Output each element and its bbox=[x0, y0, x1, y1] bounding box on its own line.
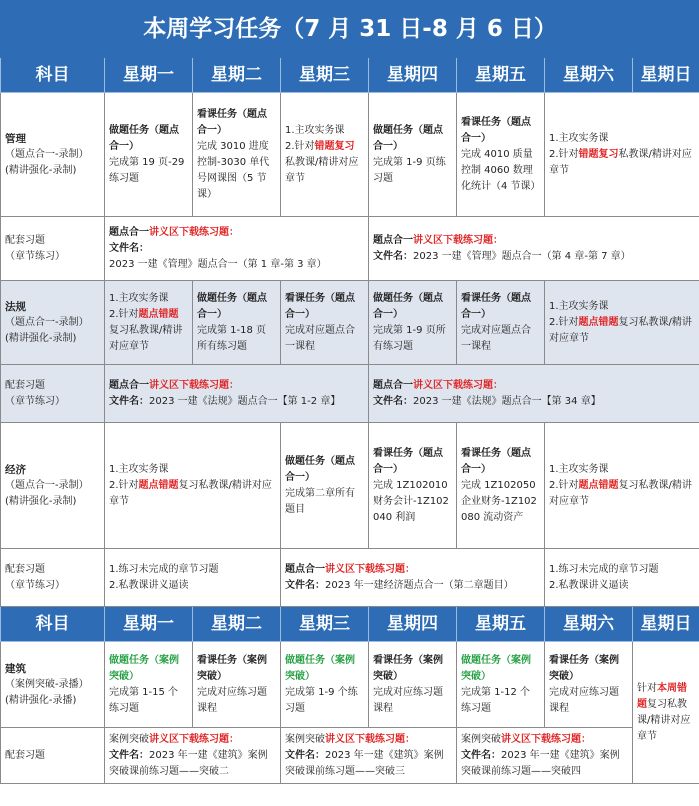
task-detail: 完成第 19 页-29 练习题 bbox=[109, 156, 185, 184]
header-row-2 bbox=[1, 607, 699, 642]
row-building bbox=[1, 642, 699, 728]
exercise-cell: 1.练习未完成的章节习题 2.私教课讲义逼读 bbox=[105, 549, 281, 607]
subject-mode-2: (精讲强化-录制) bbox=[5, 164, 77, 176]
exercise-cell: 题点合一讲义区下载练习题： 文件名：2023 一建《管理》题点合一（第 1 章-第 3 章） bbox=[105, 217, 369, 281]
subject-name: 管理 bbox=[5, 132, 26, 145]
task-detail: 完成 4010 质量控制 4060 数理化统计（4 节课） bbox=[461, 148, 541, 192]
subject-exercises: 配套习题 （章节练习） bbox=[1, 217, 105, 281]
file-name: 2023 年一建《建筑》案例突破课前练习题——突破四 bbox=[461, 749, 620, 777]
task-title: 看课任务（题点合一） bbox=[461, 116, 531, 144]
subject-name: 法规 bbox=[5, 300, 26, 313]
task-cell bbox=[457, 93, 545, 217]
exercise-cell: 1.练习未完成的章节习题 2.私教课讲义逼读 bbox=[545, 549, 699, 607]
header-wednesday: 星期三 bbox=[281, 58, 369, 93]
task-title: 做题任务（题点合一） bbox=[373, 124, 443, 152]
subject-name: 建筑 bbox=[5, 662, 26, 675]
highlight-text: 本周错题 bbox=[637, 682, 687, 710]
row-building-exercises bbox=[1, 728, 699, 784]
header-friday: 星期五 bbox=[457, 58, 545, 93]
exercise-cell: 案例突破讲义区下载练习题： 文件名：2023 年一建《建筑》案例突破课前练习题——突破四 bbox=[457, 728, 633, 784]
subject-mode: （题点合一-录制） bbox=[5, 148, 89, 160]
highlight-text: 错题复习 bbox=[314, 140, 355, 152]
highlight-text: 题点错题 bbox=[138, 479, 179, 491]
task-cell: 1.主攻实务课 2.针对题点错题复习私教课/精讲对应章节 bbox=[545, 281, 699, 365]
header-monday: 星期一 bbox=[105, 58, 193, 93]
task-title: 看课任务（题点合一） bbox=[197, 108, 267, 136]
task-cell bbox=[193, 93, 281, 217]
task-line: 1.主攻实务课 bbox=[285, 124, 345, 136]
exercise-cell: 题点合一讲义区下载练习题： 文件名：2023 一建《管理》题点合一（第 4 章-第 7 章） bbox=[369, 217, 699, 281]
highlight-text: 错题复习 bbox=[578, 148, 619, 160]
header-monday: 星期一 bbox=[105, 607, 193, 642]
file-name: 2023 一建《管理》题点合一（第 1 章-第 3 章） bbox=[109, 258, 327, 270]
row-management bbox=[1, 93, 699, 217]
header-sunday: 星期日 bbox=[633, 607, 699, 642]
header-wednesday: 星期三 bbox=[281, 607, 369, 642]
task-cell: 针对本周错题复习私教课/精讲对应章节 bbox=[633, 642, 699, 784]
task-cell: 做题任务（题点合一） 完成第 1-18 页所有练习题 bbox=[193, 281, 281, 365]
subject-management bbox=[1, 93, 105, 217]
file-name: 2023 一建《管理》题点合一（第 4 章-第 7 章） bbox=[413, 250, 631, 262]
subject-building: 建筑 （案例突破-录播） (精讲强化-录播) bbox=[1, 642, 105, 728]
task-cell: 做题任务（案例突破） 完成第 1-12 个练习题 bbox=[457, 642, 545, 728]
subject-exercises: 配套习题 （章节练习） bbox=[1, 365, 105, 423]
task-title: 做题任务（题点合一） bbox=[109, 124, 179, 152]
subject-name: 经济 bbox=[5, 463, 26, 476]
exercise-cell: 题点合一讲义区下载练习题： 文件名：2023 一建《法规》题点合一【第 1-2 章】 bbox=[105, 365, 369, 423]
header-tuesday: 星期二 bbox=[193, 607, 281, 642]
task-cell: 看课任务（案例突破） 完成对应练习题课程 bbox=[193, 642, 281, 728]
highlight-text: 题点错题 bbox=[138, 308, 179, 320]
row-management-exercises bbox=[1, 217, 699, 281]
task-cell: 看课任务（题点合一） 完成 1Z102050 企业财务-1Z102080 流动资产 bbox=[457, 423, 545, 549]
task-cell: 做题任务（题点合一） 完成第 1-9 页所有练习题 bbox=[369, 281, 457, 365]
download-hint: 讲义区下载练习题： bbox=[325, 563, 415, 575]
download-hint: 讲义区下载练习题： bbox=[149, 733, 239, 745]
exercise-cell: 题点合一讲义区下载练习题： 文件名：2023 年一建经济题点合一（第二章题目） bbox=[281, 549, 545, 607]
header-thursday: 星期四 bbox=[369, 607, 457, 642]
header-row bbox=[1, 58, 699, 93]
subject-economics: 经济 （题点合一-录制） (精讲强化-录制) bbox=[1, 423, 105, 549]
download-hint: 讲义区下载练习题： bbox=[501, 733, 591, 745]
header-saturday: 星期六 bbox=[545, 607, 633, 642]
exercise-cell: 案例突破讲义区下载练习题： 文件名：2023 年一建《建筑》案例突破课前练习题——突破三 bbox=[281, 728, 457, 784]
task-cell: 做题任务（案例突破） 完成第 1-9 个练习题 bbox=[281, 642, 369, 728]
row-law-exercises bbox=[1, 365, 699, 423]
task-cell: 做题任务（案例突破） 完成第 1-15 个练习题 bbox=[105, 642, 193, 728]
task-cell: 看课任务（案例突破） 完成对应练习题课程 bbox=[369, 642, 457, 728]
task-cell bbox=[105, 93, 193, 217]
download-hint: 讲义区下载练习题： bbox=[413, 234, 503, 246]
header-friday: 星期五 bbox=[457, 607, 545, 642]
subject-exercises: 配套习题 （章节练习） bbox=[1, 549, 105, 607]
file-name: 2023 一建《法规》题点合一【第 34 章】 bbox=[413, 395, 601, 407]
file-name: 2023 年一建经济题点合一（第二章题目） bbox=[325, 579, 514, 591]
task-cell: 1.主攻实务课 2.针对题点错题复习私教课/精讲对应章节 bbox=[105, 423, 281, 549]
task-line: 2.针对错题复习私教课/精讲对应章节 bbox=[549, 148, 692, 176]
row-economics bbox=[1, 423, 699, 549]
header-thursday: 星期四 bbox=[369, 58, 457, 93]
header-sunday: 星期日 bbox=[633, 58, 699, 93]
task-line: 2.针对错题复习私教课/精讲对应章节 bbox=[285, 140, 359, 184]
row-law bbox=[1, 281, 699, 365]
subject-law: 法规 （题点合一-录制） (精讲强化-录制) bbox=[1, 281, 105, 365]
highlight-text: 题点错题 bbox=[578, 479, 619, 491]
row-economics-exercises bbox=[1, 549, 699, 607]
task-cell: 1.主攻实务课 2.针对题点错题复习私教课/精讲对应章节 bbox=[105, 281, 193, 365]
header-tuesday: 星期二 bbox=[193, 58, 281, 93]
subject-exercises: 配套习题 bbox=[1, 728, 105, 784]
exercise-cell: 案例突破讲义区下载练习题： 文件名：2023 年一建《建筑》案例突破课前练习题——突破二 bbox=[105, 728, 281, 784]
task-cell bbox=[369, 93, 457, 217]
task-detail: 完成 3010 进度控制-3030 单代号网课图（5 节课） bbox=[197, 140, 270, 200]
download-hint: 讲义区下载练习题： bbox=[413, 379, 503, 391]
header-subject: 科目 bbox=[1, 607, 105, 642]
download-hint: 讲义区下载练习题： bbox=[325, 733, 415, 745]
task-cell: 看课任务（案例突破） 完成对应练习题课程 bbox=[545, 642, 633, 728]
task-cell: 看课任务（题点合一） 完成对应题点合一课程 bbox=[457, 281, 545, 365]
task-cell: 看课任务（题点合一） 完成对应题点合一课程 bbox=[281, 281, 369, 365]
header-subject: 科目 bbox=[1, 58, 105, 93]
task-cell: 1.主攻实务课 2.针对题点错题复习私教课/精讲对应章节 bbox=[545, 423, 699, 549]
highlight-text: 题点错题 bbox=[578, 316, 619, 328]
task-cell bbox=[281, 93, 369, 217]
task-cell: 做题任务（题点合一） 完成第二章所有题目 bbox=[281, 423, 369, 549]
task-line: 1.主攻实务课 bbox=[549, 132, 609, 144]
page-title: 本周学习任务（7 月 31 日-8 月 6 日） bbox=[1, 1, 699, 58]
file-name: 2023 年一建《建筑》案例突破课前练习题——突破三 bbox=[285, 749, 444, 777]
download-hint: 讲义区下载练习题： bbox=[149, 226, 239, 238]
download-hint: 讲义区下载练习题： bbox=[149, 379, 239, 391]
task-cell bbox=[545, 93, 699, 217]
task-cell: 看课任务（题点合一） 完成 1Z102010 财务会计-1Z102040 利润 bbox=[369, 423, 457, 549]
file-name: 2023 一建《法规》题点合一【第 1-2 章】 bbox=[149, 395, 341, 407]
task-detail: 完成第 1-9 页练习题 bbox=[373, 156, 446, 184]
header-saturday: 星期六 bbox=[545, 58, 633, 93]
file-name: 2023 年一建《建筑》案例突破课前练习题——突破二 bbox=[109, 749, 268, 777]
exercise-cell: 题点合一讲义区下载练习题： 文件名：2023 一建《法规》题点合一【第 34 章】 bbox=[369, 365, 699, 423]
